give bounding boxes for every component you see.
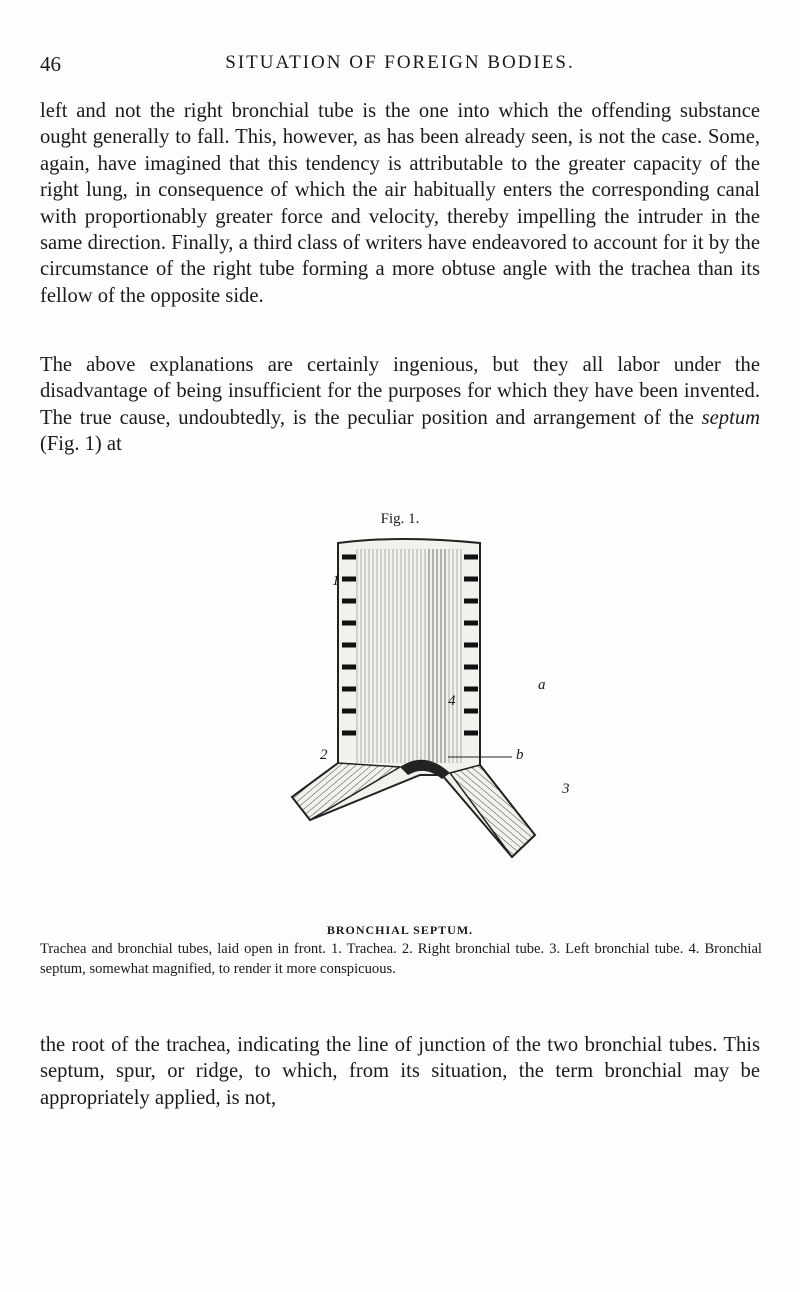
page-header — [40, 52, 760, 82]
fig-letter-2: 2 — [320, 747, 328, 763]
body-paragraph-2 — [40, 352, 760, 458]
figure-label: Fig. 1. — [380, 511, 420, 527]
fig-letter-1: 1 — [332, 573, 340, 589]
fig-letter-3: 3 — [562, 781, 570, 797]
left-bronchial-tube — [450, 765, 535, 857]
fig-letter-a: a — [538, 677, 546, 693]
body-paragraph-3: the root of the trachea, indicating the line of junction of the two bronchial tubes. This septum, spur, or ridge, to which, from its situation, the term bronchial may be appropriately applied, is not, — [40, 1034, 760, 1109]
central-ridge — [428, 549, 446, 763]
running-title: SITUATION OF FOREIGN BODIES. — [225, 52, 575, 73]
fig-letter-b: b — [516, 747, 524, 763]
body-paragraph-1: left and not the right bronchial tube is the one into which the offending substance ought generally to fall. This, however, as has been already seen, is not the case. Some, again, have imagined that this tendency is attributable to the greater capacity of the right lung, in consequence of which the air habitually enters the corresponding canal with proportionably greater force and velocity, thereby impelling the intruder in the same direction. Finally, a third class of writers have endeavored to account for it by the circumstance of the right tube forming a more obtuse angle with the trachea than its fellow of the opposite side. — [40, 100, 760, 307]
figure-illustration — [280, 535, 620, 865]
septum-italic: septum — [701, 406, 760, 429]
trachea-interior — [356, 549, 464, 763]
page-number: 46 — [40, 52, 61, 76]
figure-caption: Trachea and bronchial tubes, laid open in front. 1. Trachea. 2. Right bronchial tube. 3. Left bronchial tube. 4. Bronchial septum, somewhat magnified, to render it more conspicuous. — [40, 941, 762, 977]
figure-title: BRONCHIAL SEPTUM. — [326, 923, 474, 937]
paragraph-2-end: (Fig. 1) at — [40, 433, 122, 456]
right-bronchial-tube — [292, 763, 400, 820]
paragraph-2-start: The above explanations are certainly ingenious, but they all labor under the disadvantage of being insufficient for the purposes for which they have been invented. The true cause, undoubtedly, is the peculiar position and arrangement of the — [40, 354, 760, 429]
fig-letter-4: 4 — [448, 693, 456, 709]
